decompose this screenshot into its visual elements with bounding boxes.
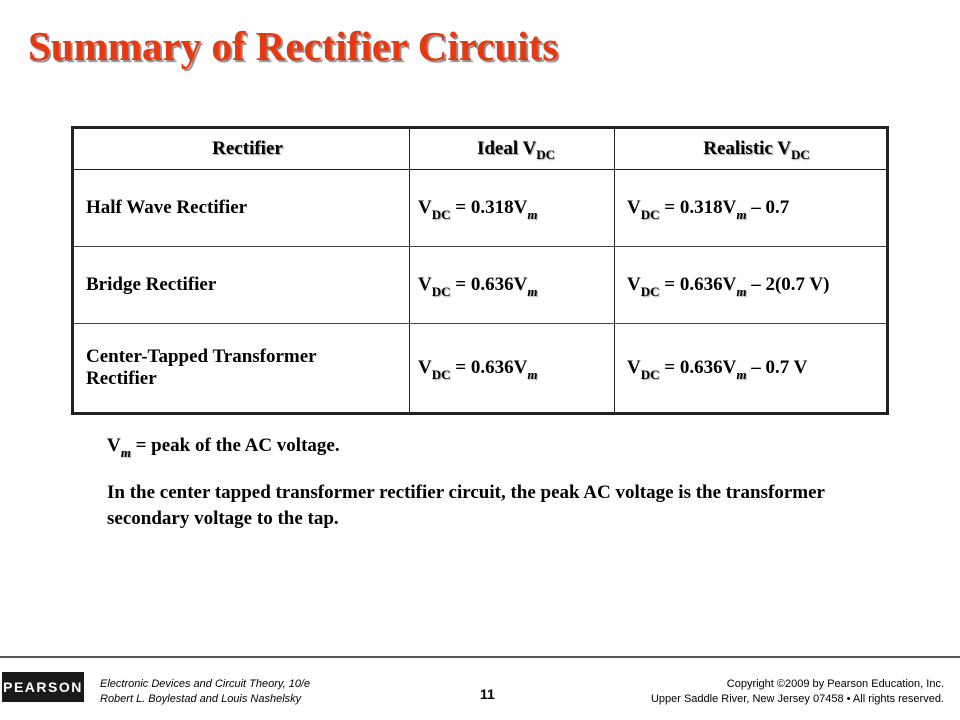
formula-tail: – 0.7: [746, 197, 790, 218]
formula-m-subscript: m: [736, 284, 747, 299]
realistic-vdc-formula: [615, 247, 888, 324]
formula-subscript: DC: [431, 284, 451, 299]
vm-definition: [107, 433, 847, 460]
table-row-half-wave: [73, 170, 888, 247]
copyright: [651, 677, 944, 707]
rectifier-summary-table: [71, 126, 889, 415]
rectifier-name-line1: Center-Tapped Transformer: [86, 346, 317, 367]
formula-v: V: [418, 357, 432, 378]
formula-value: = 0.318V: [450, 197, 528, 218]
header-rectifier: Rectifier: [73, 128, 410, 170]
header-ideal-text: Ideal V: [476, 138, 537, 159]
ideal-vdc-formula: [410, 170, 615, 247]
formula-m-subscript: m: [527, 207, 538, 222]
header-ideal-subscript: DC: [536, 147, 556, 162]
slide-title: Summary of Rectifier Circuits: [28, 23, 559, 69]
table-row-center-tapped: [73, 324, 888, 414]
rectifier-name: [73, 324, 410, 414]
formula-subscript: DC: [431, 207, 451, 222]
rectifier-name: Half Wave Rectifier: [73, 170, 410, 247]
header-realistic-subscript: DC: [791, 147, 810, 162]
formula-value: = 0.636V: [450, 274, 528, 295]
pearson-logo: PEARSON: [2, 672, 84, 702]
vm-text: = peak of the AC voltage.: [130, 435, 340, 456]
book-title: Electronic Devices and Circuit Theory, 10/e: [100, 678, 311, 690]
header-realistic-vdc: [615, 128, 888, 170]
copyright-line2: Upper Saddle River, New Jersey 07458 • All rights reserved.: [650, 693, 944, 705]
formula-value: = 0.636V: [659, 274, 737, 295]
footer-divider: [0, 656, 960, 658]
book-credit: [100, 677, 310, 707]
formula-tail: – 0.7 V: [746, 357, 808, 378]
formula-m-subscript: m: [736, 207, 747, 222]
formula-value: = 0.636V: [450, 357, 528, 378]
ideal-vdc-formula: [410, 324, 615, 414]
notes-section: [107, 433, 847, 532]
formula-v: V: [418, 274, 432, 295]
realistic-vdc-formula: [615, 170, 888, 247]
ideal-vdc-formula: [410, 247, 615, 324]
formula-v: V: [627, 274, 641, 295]
formula-m-subscript: m: [527, 367, 538, 382]
header-ideal-vdc: [410, 128, 615, 170]
formula-value: = 0.636V: [659, 357, 737, 378]
rectifier-name-line2: Rectifier: [86, 368, 157, 389]
formula-value: = 0.318V: [659, 197, 737, 218]
vm-v: V: [107, 435, 121, 456]
formula-m-subscript: m: [736, 367, 747, 382]
center-tap-note: In the center tapped transformer rectifier circuit, the peak AC voltage is the transformer secondary voltage to the tap.: [107, 482, 825, 529]
formula-v: V: [418, 197, 432, 218]
formula-m-subscript: m: [527, 284, 538, 299]
formula-subscript: DC: [431, 367, 451, 382]
rectifier-name: Bridge Rectifier: [73, 247, 410, 324]
formula-subscript: DC: [640, 284, 660, 299]
formula-subscript: DC: [640, 207, 660, 222]
formula-v: V: [627, 197, 641, 218]
page-number: 11: [480, 686, 495, 702]
formula-v: V: [627, 357, 641, 378]
formula-tail: – 2(0.7 V): [746, 274, 830, 295]
vm-subscript: m: [120, 445, 131, 460]
formula-subscript: DC: [640, 367, 660, 382]
table-header-row: [73, 128, 888, 170]
table-row-bridge: [73, 247, 888, 324]
book-authors: Robert L. Boylestad and Louis Nashelsky: [100, 693, 302, 705]
copyright-line1: Copyright ©2009 by Pearson Education, Inc.: [726, 678, 944, 690]
header-realistic-text: Realistic V: [703, 138, 791, 159]
realistic-vdc-formula: [615, 324, 888, 414]
